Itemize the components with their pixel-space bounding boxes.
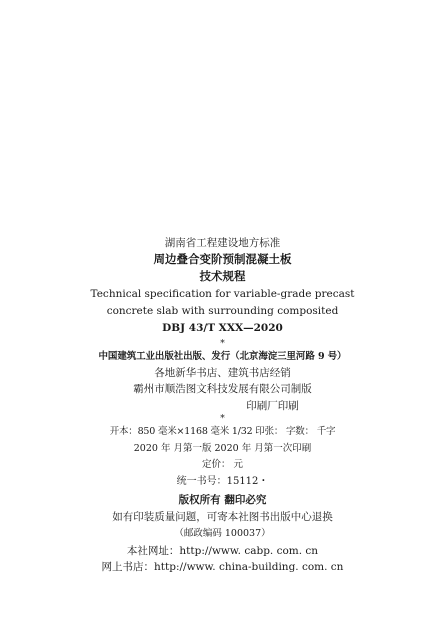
website-line: 本社网址：http://www. cabp. com. cn xyxy=(126,545,319,557)
zip-code-line: （邮政编码 100037） xyxy=(174,528,271,539)
typesetter-line: 霸州市顺浩图文科技发展有限公司制版 xyxy=(133,383,312,395)
separator-star: * xyxy=(220,339,225,349)
format-line: 开本：850 毫米×1168 毫米 1/32 印张： 字数： 千字 xyxy=(109,426,336,437)
edition-line: 2020 年 月第一版 2020 年 月第一次印刷 xyxy=(133,443,312,454)
publisher-line: 中国建筑工业出版社出版、发行（北京海淀三里河路 9 号） xyxy=(98,351,347,362)
isbn-line: 统一书号：15112・ xyxy=(176,476,269,487)
book-subtitle: 技术规程 xyxy=(199,269,246,283)
english-title-line-2: concrete slab with surrounding composited xyxy=(106,305,339,317)
distributor-line: 各地新华书店、建筑书店经销 xyxy=(154,367,291,379)
bookstore-line: 网上书店：http://www. china-building. com. cn xyxy=(101,561,344,573)
rights-notice: 版权所有 翻印必究 xyxy=(178,494,267,506)
book-title: 周边叠合变阶预制混凝土板 xyxy=(153,252,292,266)
standard-code: DBJ 43/T XXX—2020 xyxy=(162,322,283,334)
separator-star: * xyxy=(220,414,225,424)
printer-line: 印刷厂印刷 xyxy=(246,400,299,412)
price-line: 定价： 元 xyxy=(201,459,244,470)
series-title: 湖南省工程建设地方标准 xyxy=(164,237,281,249)
return-notice: 如有印装质量问题，可寄本社图书出版中心退换 xyxy=(112,511,333,523)
english-title-line-1: Technical specification for variable-grade precast xyxy=(90,288,355,300)
